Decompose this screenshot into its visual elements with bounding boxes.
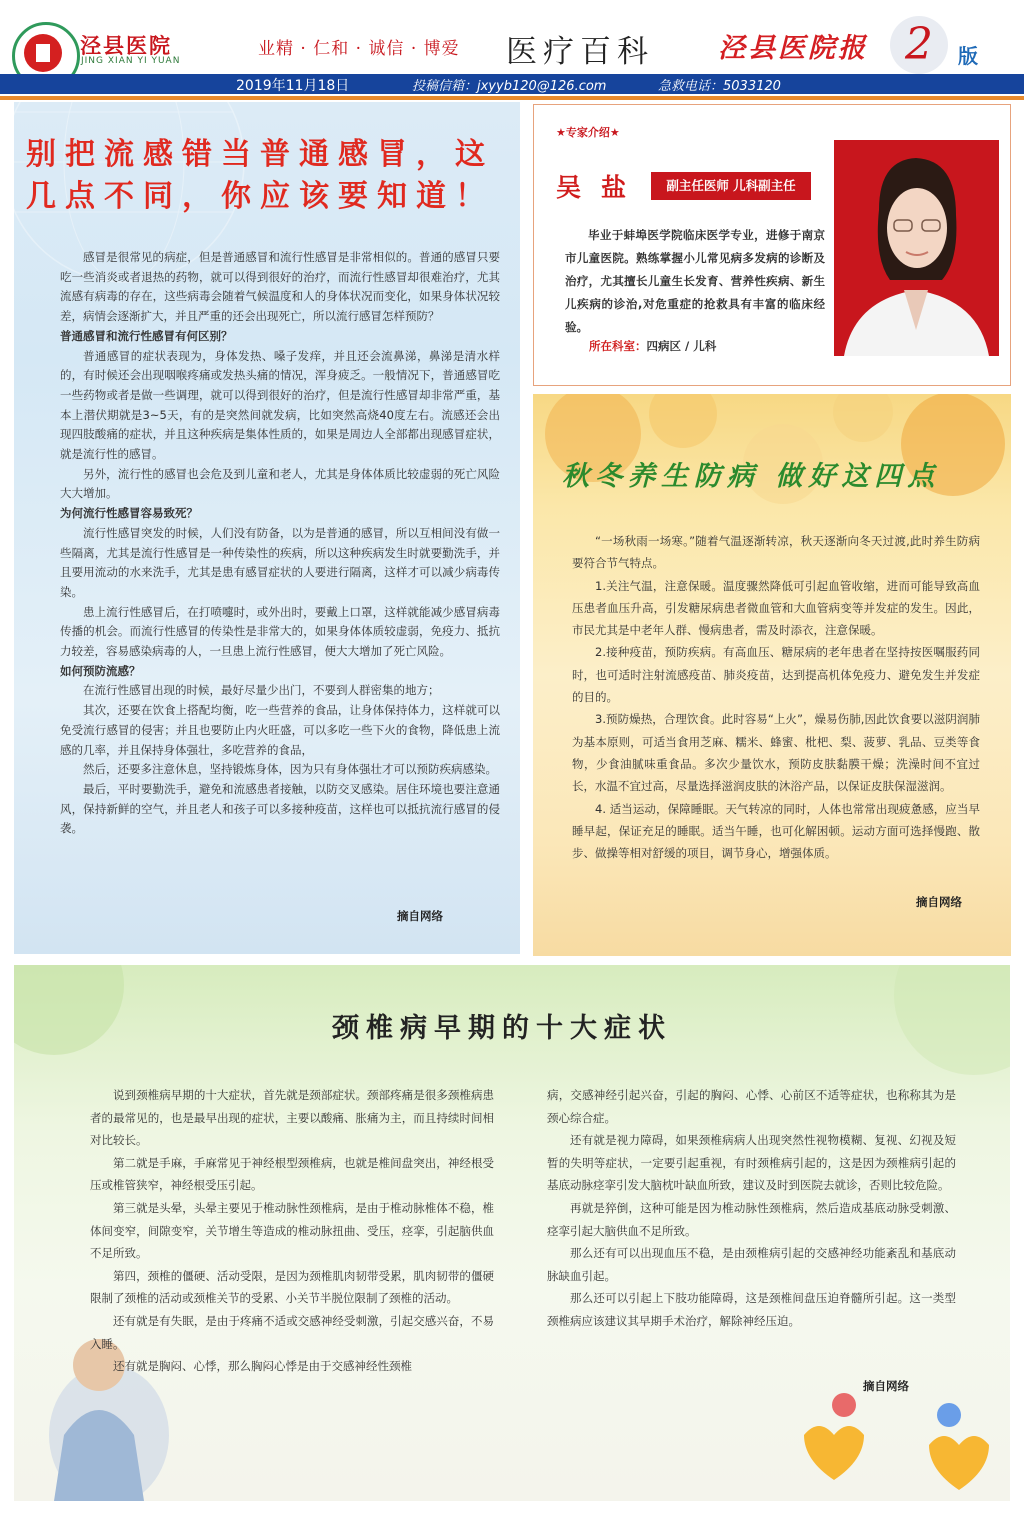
department-label: 所在科室： [589, 339, 647, 353]
cross-icon [36, 44, 50, 62]
date-bar [0, 74, 1024, 94]
flu-paragraph: 其次，还要在饮食上搭配均衡，吃一些营养的食品，让身体保持体力，这样就可以免受流行感冒的侵害；并且也要防止内火旺盛，可以多吃一些下火的食物，降低患上流感的几率，并且保持身体强壮，多吃营养的食品， [60, 703, 500, 757]
expert-title-badge: 副主任医师 儿科副主任 [651, 172, 811, 200]
flu-subheading: 普通感冒和流行性感冒有何区别？ [60, 328, 233, 343]
autumn-paragraph: 4. 适当运动，保障睡眠。天气转凉的同时，人体也常常出现疲惫感，应当早睡早起，保证充足的睡眠。适当午睡，也可化解困顿。运动方面可选择慢跑、散步、做操等相对舒缓的项目，调节身心，增强体质。 [572, 801, 980, 861]
cervical-article-column-1 [90, 1084, 494, 1378]
flu-article-source: 摘自网络 [397, 909, 443, 923]
cervical-paragraph: 第二就是手麻，手麻常见于神经根型颈椎病，也就是椎间盘突出，神经根受压或椎管狭窄，神经根受压引起。 [90, 1155, 494, 1193]
flu-paragraph: 患上流行性感冒后，在打喷嚏时，或外出时，要戴上口罩，这样就能减少感冒病毒传播的机会。而流行性感冒的传染性是非常大的，如果身体体质较虚弱，免疫力、抵抗力较差，容易感染病毒的人，一旦患上流行性感冒，便大大增加了死亡风险。 [60, 604, 500, 659]
hospital-name: 泾县医院 [80, 33, 172, 58]
autumn-article-body [572, 530, 980, 864]
flu-paragraph: 流行性感冒突发的时候，人们没有防备，以为是普通的感冒，所以互相间没有做一些隔离，尤其是流行性感冒是一种传染性的疾病，所以这种疾病发生时就要勤洗手，并且要用流动的水来洗手，尤其是患有感冒症状的人要进行隔离，这样才可以减少病毒传染。 [60, 525, 500, 599]
cervical-paragraph: 第四，颈椎的僵硬、活动受限，是因为颈椎肌肉韧带受累，肌肉韧带的僵硬限制了颈椎的活动或颈椎关节的受累、小关节半脱位限制了颈椎的活动。 [90, 1268, 494, 1306]
cervical-paragraph: 再就是猝倒，这种可能是因为椎动脉性颈椎病，然后造成基底动脉受刺激、痉挛引起大脑供血不足所致。 [547, 1200, 956, 1238]
flu-article-body [60, 248, 500, 839]
section-title: 医疗百科 [506, 34, 654, 70]
expert-name: 吴盐 [556, 173, 647, 202]
expert-bio: 毕业于蚌埠医学院临床医学专业，进修于南京市儿童医院。熟练掌握小儿常见病多发病的诊断及治疗，尤其擅长儿童生长发育、营养性疾病、新生儿疾病的诊治,对危重症的抢救具有丰富的临床经验。 [565, 228, 825, 334]
autumn-paragraph: 1.关注气温，注意保暖。温度骤然降低可引起血管收缩，进而可能导致高血压患者血压升高，引发糖尿病患者微血管和大血管病变等并发症的发生。因此，市民尤其是中老年人群、慢病患者，需及时添衣，注意保暖。 [572, 578, 980, 638]
department-value: 四病区 / 儿科 [646, 339, 717, 353]
flu-article-title: 别把流感错当普通感冒，这几点不同，你应该要知道！ [26, 137, 494, 214]
flu-subheading: 如何预防流感？ [60, 663, 141, 678]
flu-paragraph: 普通感冒的症状表现为，身体发热、嗓子发痒，并且还会流鼻涕，鼻涕是清水样的，有时候还会出现咽喉疼痛或发热头痛的情况，浑身疲乏。一般情况下，普通感冒吃一些药物或者是做一些调理，就可以得到很好的治疗，但是流行性感冒却非常严重，基本上潜伏期就是3~5天，有的是突然间就发病，比如突然高烧40度左右。流感还会出现四肢酸痛的症状，并且这种疾病是集体性质的，如果是周边人全部都出现感冒症状，就是流行性的感冒。 [60, 348, 500, 462]
submission-email: 投稿信箱：jxyyb120@126.com [412, 79, 607, 94]
cervical-article-column-2 [547, 1084, 956, 1333]
expert-photo [834, 140, 999, 356]
cervical-article-title: 颈椎病早期的十大症状 [332, 1013, 672, 1044]
flu-paragraph: 最后，平时要勤洗手，避免和流感患者接触，以防交叉感染。居住环境也要注意通风，保持新鲜的空气，并且老人和孩子可以多接种疫苗，这样也可以抵抗流行感冒的侵袭。 [60, 781, 500, 836]
issue-date: 2019年11月18日 [236, 78, 350, 94]
cervical-paragraph: 第三就是头晕，头晕主要见于椎动脉性颈椎病，是由于椎动脉椎体不稳，椎体间变窄，间隙变窄，关节增生等造成的椎动脉扭曲、受压，痉挛，引起脑供血不足所致。 [90, 1200, 494, 1261]
hospital-motto: 业精 · 仁和 · 诚信 · 博爱 [258, 39, 460, 59]
autumn-paragraph: 2.接种疫苗，预防疾病。有高血压、糖尿病的老年患者在坚持按医嘱服药同时，也可适时注射流感疫苗、肺炎疫苗，达到提高机体免疫力、避免发生并发症的目的。 [572, 645, 980, 705]
flu-subheading: 为何流行性感冒容易致死？ [60, 506, 198, 521]
autumn-article-source: 摘自网络 [916, 895, 962, 909]
emergency-phone: 急救电话：5033120 [658, 79, 781, 94]
cervical-article-source: 摘自网络 [863, 1379, 909, 1393]
hospital-pinyin: JING XIAN YI YUAN [81, 56, 181, 66]
flu-paragraph: 感冒是很常见的病症，但是普通感冒和流行性感冒是非常相似的。普通的感冒只要吃一些消炎或者退热的药物，就可以得到很好的治疗，而流行性感冒却很难治疗，尤其流感有病毒的存在，这些病毒会随着气候温度和人的身体状况而变化，如果身体状况较差，病情会逐渐扩大，并且严重的还会出现死亡，所以流行感冒怎样预防？ [60, 250, 500, 324]
autumn-paragraph: 3.预防燥热，合理饮食。此时容易“上火”，燥易伤肺,因此饮食要以滋阴润肺为基本原则，可适当食用芝麻、糯米、蜂蜜、枇杷、梨、菠萝、乳品、豆类等食物，少食油腻味重食品。多次少量饮水，预防皮肤黏膜干燥；洗澡时间不宜过长，水温不宜过高，尽量选择滋润皮肤的沐浴产品，以保证皮肤保湿滋润。 [572, 712, 980, 794]
cervical-paragraph: 那么还有可以出现血压不稳，是由颈椎病引起的交感神经功能紊乱和基底动脉缺血引起。 [547, 1246, 956, 1283]
autumn-paragraph: “一场秋雨一场寒。”随着气温逐渐转凉，秋天逐渐向冬天过渡,此时养生防病要符合节气特点。 [572, 534, 980, 571]
expert-intro-label: ★专家介绍★ [556, 126, 620, 139]
page-header [0, 0, 1024, 100]
page-number: 2 [905, 19, 933, 70]
cervical-paragraph: 那么还可以引起上下肢功能障碍，这是颈椎间盘压迫脊髓所引起。这一类型颈椎病应该建议其早期手术治疗，解除神经压迫。 [547, 1291, 956, 1328]
page-suffix: 版 [958, 44, 978, 68]
cervical-paragraph: 还有就是视力障碍，如果颈椎病病人出现突然性视物模糊、复视、幻视及短暂的失明等症状，一定要引起重视，有时颈椎病引起的，这是因为颈椎病引起的基底动脉痉挛引发大脑枕叶缺血所致，建议及时到医院去就诊，否则比较危险。 [547, 1133, 956, 1193]
header-divider [0, 96, 1024, 100]
flu-paragraph: 另外，流行性的感冒也会危及到儿童和老人，尤其是身体体质比较虚弱的死亡风险大大增加。 [60, 466, 500, 501]
cervical-paragraph: 还有就是有失眠，是由于疼痛不适或交感神经受刺激，引起交感兴奋，不易入睡。 [90, 1313, 494, 1351]
expert-department [589, 338, 716, 354]
cervical-paragraph: 说到颈椎病早期的十大症状，首先就是颈部症状。颈部疼痛是很多颈椎病患者的最常见的，也是最早出现的症状，主要以酸痛、胀痛为主，而且持续时间相对比较长。 [90, 1088, 494, 1148]
cervical-paragraph: 还有就是胸闷、心悸，那么胸闷心悸是由于交感神经性颈椎 [113, 1359, 412, 1374]
newspaper-name: 泾县医院报 [718, 33, 868, 64]
flu-paragraph: 然后，还要多注意休息，坚持锻炼身体，因为只有身体强壮才可以预防疾病感染。 [83, 762, 497, 777]
flu-paragraph: 在流行性感冒出现的时候，最好尽量少出门，不要到人群密集的地方； [83, 683, 440, 698]
autumn-article-title: 秋冬养生防病 做好这四点 [562, 461, 941, 492]
cervical-col2-continuation: 病，交感神经引起兴奋，引起的胸闷、心悸、心前区不适等症状，也称称其为是颈心综合症。 [547, 1088, 956, 1125]
